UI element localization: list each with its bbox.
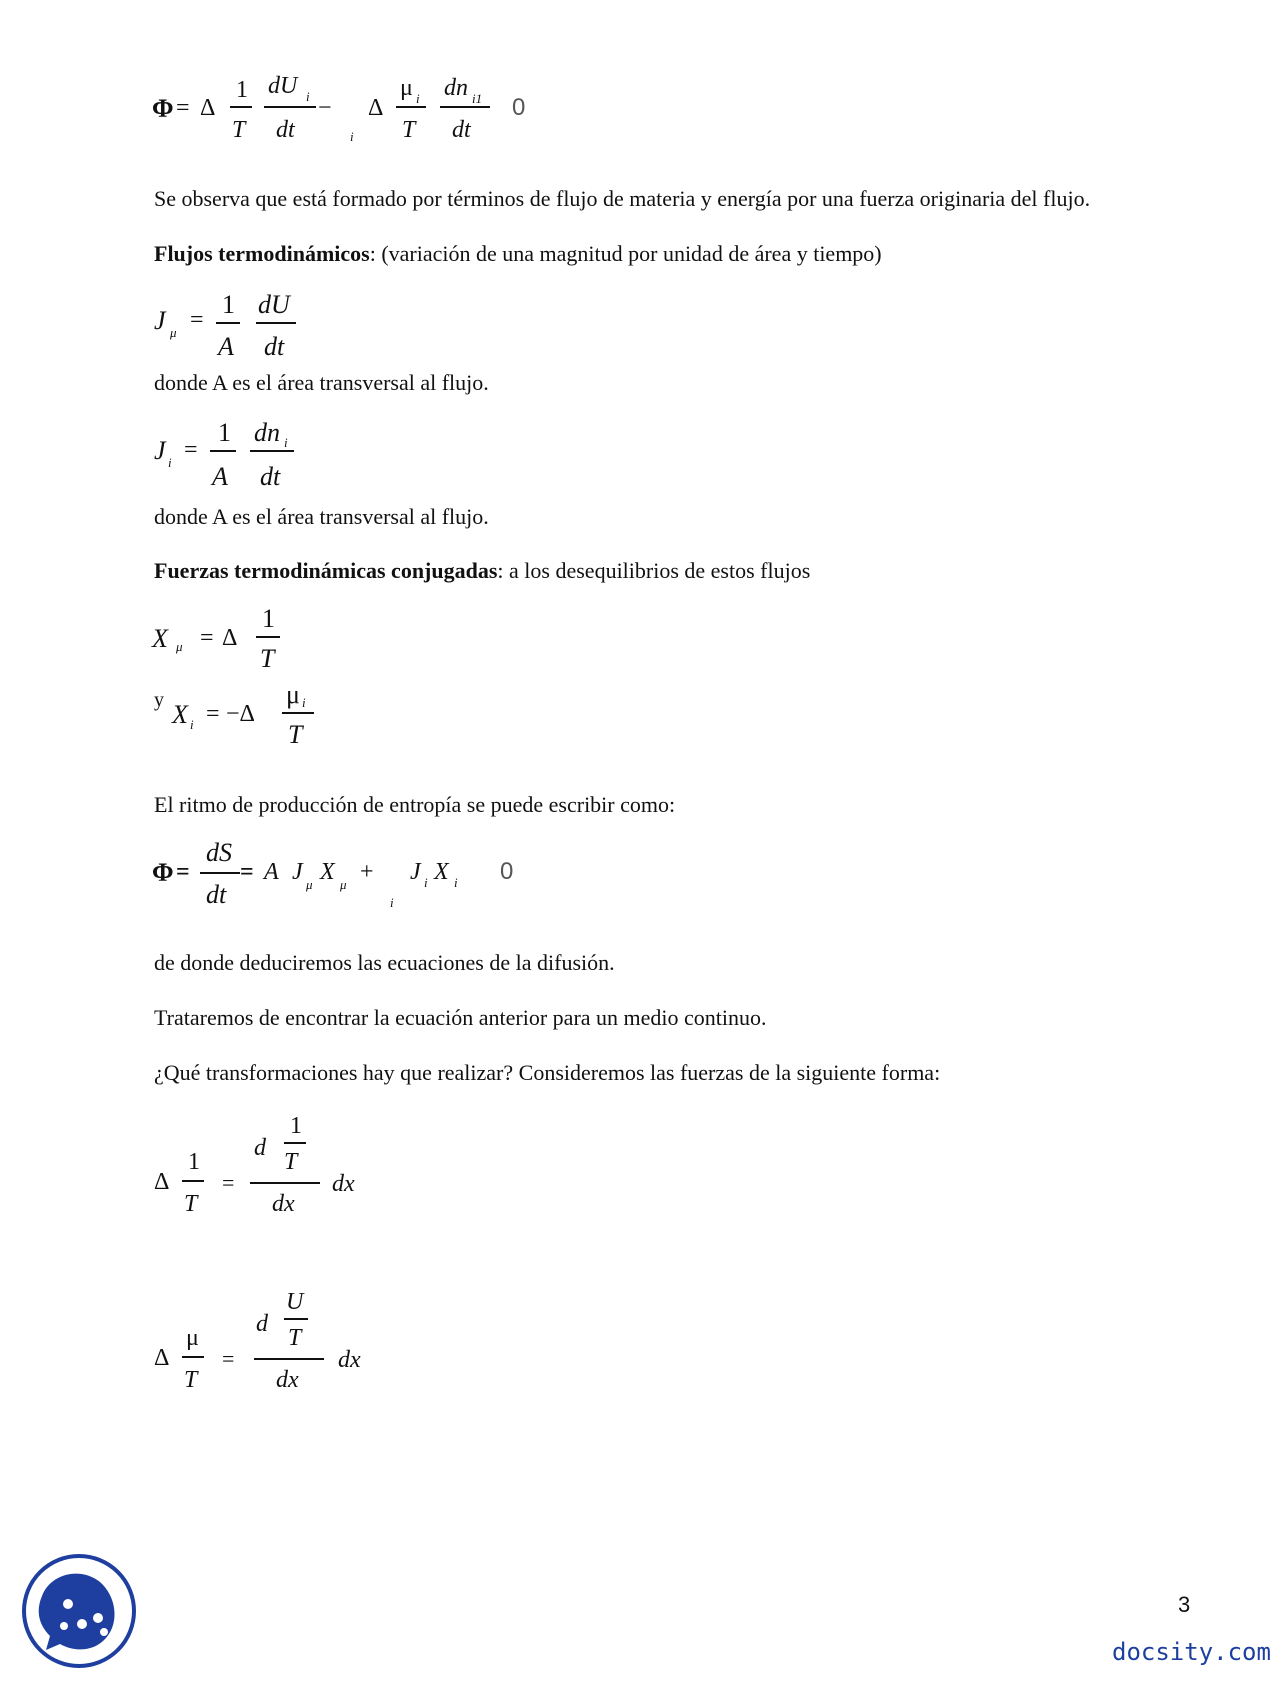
- eq-symbol: dS: [206, 838, 232, 867]
- docsity-site-link[interactable]: docsity.com: [1112, 1638, 1271, 1666]
- eq-symbol: 1: [262, 604, 275, 633]
- eq-symbol: Δ: [368, 95, 384, 121]
- paragraph-area-1: donde A es el área transversal al flujo.: [154, 370, 489, 395]
- eq-symbol: −: [318, 95, 332, 121]
- eq-symbol: dt: [264, 332, 285, 361]
- eq-symbol: =: [190, 307, 204, 333]
- eq-symbol: i: [190, 717, 194, 732]
- eq-symbol: dt: [276, 117, 295, 143]
- eq-symbol: Δ: [200, 95, 216, 121]
- eq-symbol: i: [302, 695, 306, 710]
- eq-symbol: Φ: [152, 858, 174, 887]
- eq-symbol: =: [206, 701, 220, 727]
- eq-symbol: 0: [512, 94, 526, 121]
- label-y: y: [154, 689, 164, 711]
- paragraph-fuerzas-heading: [154, 558, 810, 584]
- eq-symbol: 1: [188, 1149, 200, 1175]
- eq-symbol: T: [232, 117, 246, 143]
- eq-symbol: dt: [260, 462, 281, 491]
- eq-symbol: X: [172, 700, 188, 729]
- eq-symbol: dn: [444, 75, 468, 101]
- eq-symbol: dx: [272, 1191, 295, 1217]
- paragraph-flujos-heading: [154, 241, 882, 267]
- eq-symbol: =: [222, 1346, 235, 1371]
- eq-symbol: i: [454, 875, 458, 890]
- eq-symbol: μ: [400, 75, 413, 101]
- eq-symbol: 1: [290, 1113, 302, 1139]
- eq-symbol: μ: [176, 639, 183, 654]
- eq-symbol: μ: [286, 680, 300, 709]
- eq-symbol: J: [410, 859, 421, 885]
- docsity-logo-icon: [20, 1552, 138, 1670]
- eq-symbol: U: [286, 1289, 304, 1315]
- eq-symbol: dU: [268, 73, 298, 99]
- eq-symbol: dx: [332, 1171, 355, 1197]
- eq-symbol: dx: [338, 1347, 361, 1373]
- eq-symbol: =: [176, 859, 190, 885]
- eq-symbol: =: [184, 437, 198, 463]
- eq-symbol: dt: [206, 880, 227, 909]
- eq-symbol: X: [320, 859, 335, 885]
- eq-symbol: T: [260, 644, 275, 673]
- paragraph-ritmo: El ritmo de producción de entropía se puede escribir como:: [154, 792, 676, 817]
- flujos-heading-bold: Flujos termodinámicos: [154, 241, 370, 266]
- eq-symbol: Δ: [222, 625, 238, 651]
- eq-symbol: =: [222, 1170, 235, 1195]
- eq-symbol: μ: [170, 325, 177, 340]
- eq-symbol: dt: [452, 117, 471, 143]
- eq-symbol: A: [218, 332, 234, 361]
- eq-symbol: 1: [222, 290, 235, 319]
- eq-symbol: T: [288, 1325, 302, 1351]
- eq-symbol: X: [434, 859, 449, 885]
- eq-symbol: −Δ: [226, 701, 255, 727]
- paragraph-observa: Se observa que está formado por términos de flujo de materia y energía por una fuerza originaria del flujo.: [154, 186, 1091, 211]
- paragraph-transformaciones: ¿Qué transformaciones hay que realizar? Consideremos las fuerzas de la siguiente forma:: [154, 1060, 941, 1085]
- eq-symbol: μ: [186, 1325, 199, 1351]
- paragraph-area-2: donde A es el área transversal al flujo.: [154, 504, 489, 529]
- eq-symbol: i: [416, 91, 420, 106]
- eq-symbol: Δ: [154, 1169, 170, 1195]
- eq-symbol: d: [254, 1135, 266, 1161]
- eq-symbol: A: [264, 859, 279, 885]
- eq-symbol: i: [424, 875, 428, 890]
- eq-symbol: T: [402, 117, 416, 143]
- eq-symbol: T: [288, 720, 303, 749]
- flujos-heading-rest: : (variación de una magnitud por unidad de área y tiempo): [369, 241, 882, 266]
- eq-symbol: Δ: [154, 1345, 170, 1371]
- eq-symbol: =: [176, 95, 190, 121]
- paragraph-medio-continuo: Trataremos de encontrar la ecuación anterior para un medio continuo.: [154, 1005, 767, 1030]
- eq-symbol: i: [350, 129, 354, 144]
- eq-symbol: T: [184, 1367, 198, 1393]
- eq-symbol: 1: [236, 77, 248, 103]
- eq-symbol: T: [284, 1149, 298, 1175]
- eq-symbol: i: [306, 89, 310, 104]
- eq-symbol: i: [284, 435, 288, 450]
- eq-symbol: +: [360, 859, 374, 885]
- paragraph-difusion: de donde deduciremos las ecuaciones de la difusión.: [154, 950, 615, 975]
- eq-symbol: μ: [340, 877, 347, 892]
- eq-symbol: dn: [254, 418, 280, 447]
- fuerzas-heading-bold: Fuerzas termodinámicas conjugadas: [154, 558, 498, 583]
- eq-symbol: J: [154, 306, 166, 335]
- eq-symbol: i: [168, 455, 172, 470]
- eq-symbol: d: [256, 1311, 268, 1337]
- eq-symbol: 1: [218, 418, 231, 447]
- eq-symbol: =: [240, 859, 254, 885]
- fuerzas-heading-rest: : a los desequilibrios de estos flujos: [497, 558, 811, 583]
- eq-symbol: dU: [258, 290, 290, 319]
- eq-symbol: T: [184, 1191, 198, 1217]
- eq-symbol: J: [154, 436, 166, 465]
- eq-symbol: μ: [306, 877, 313, 892]
- eq-symbol: X: [152, 624, 168, 653]
- eq-symbol: 0: [500, 858, 514, 885]
- eq-symbol: J: [292, 859, 303, 885]
- eq-symbol: i1: [472, 91, 483, 106]
- eq-symbol: i: [390, 895, 394, 910]
- eq-symbol: =: [200, 625, 214, 651]
- page-number: 3: [1178, 1592, 1191, 1617]
- eq-symbol: dx: [276, 1367, 299, 1393]
- eq-symbol: A: [212, 462, 228, 491]
- eq-symbol: Φ: [152, 94, 174, 123]
